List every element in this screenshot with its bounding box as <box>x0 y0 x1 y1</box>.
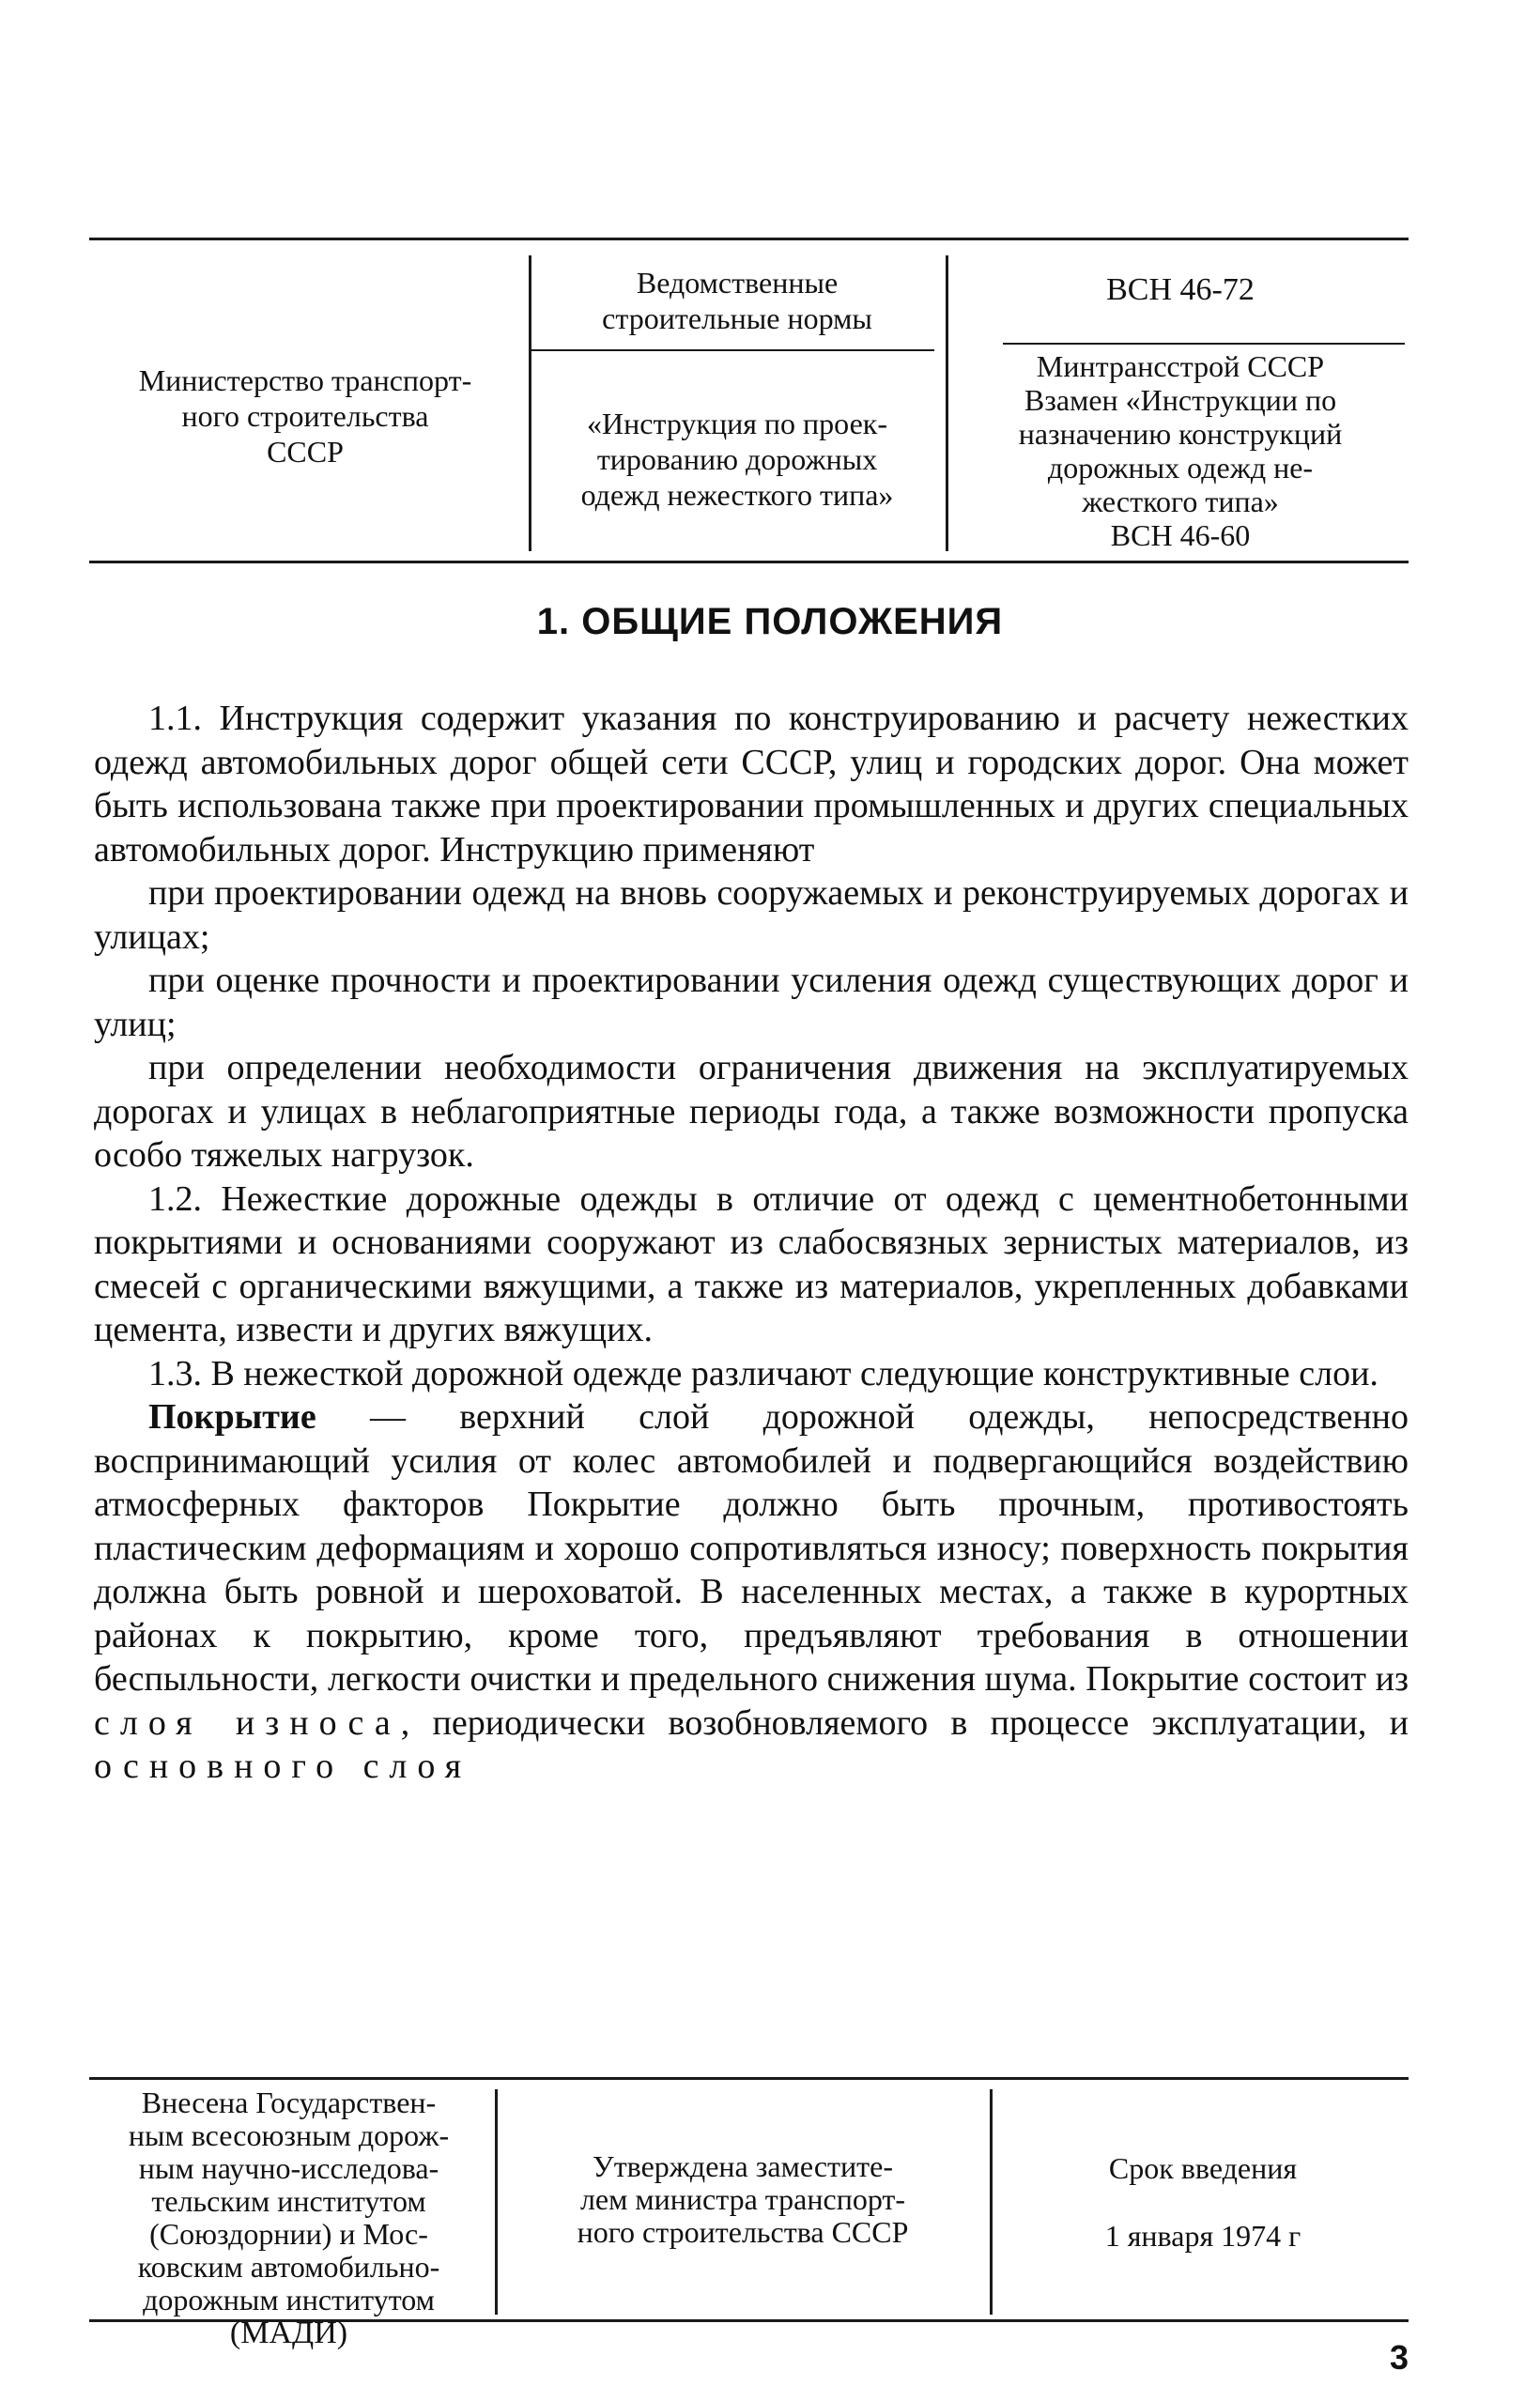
header-divider-1 <box>529 255 531 551</box>
instruction-title-line-3: одежд нежесткого типа» <box>580 478 894 512</box>
replaces-line-3: назначению конструкций <box>1018 417 1343 451</box>
paragraph-design: при проектировании одежд на вновь сооружаемых и реконструируемых дорогах и улицах; <box>94 873 1409 957</box>
footer-top-rule <box>89 2077 1409 2080</box>
submitted-by <box>89 2086 488 2349</box>
body-text <box>94 697 1409 1789</box>
paragraph-restriction: при определении необходимости ограничения движения на эксплуатируемых дорогах и улицах в неблагоприятные периоды года, а также возможности пропуска особо тяжелых нагрузок. <box>94 1048 1409 1175</box>
section-title: 1. ОБЩИЕ ПОЛОЖЕНИЯ <box>536 601 1004 642</box>
ministry-cell <box>89 362 521 469</box>
header-divider-2 <box>946 255 948 551</box>
submitted-line-2: ным всесоюзным дорож- <box>128 2118 450 2152</box>
approved-line-2: лем министра транспорт- <box>579 2182 906 2216</box>
term-pokrytie: Покрытие <box>148 1397 316 1437</box>
pokrytie-text: — верхний слой дорожной одежды, непосредственно воспринимающий усилия от колес автомобилей и подвергающийся воздействию атмосферных факторов Покрытие должно быть прочным, противостоять пластическим деформациям и хорошо сопротивляться износу; поверхность покрытия должна быть ровной и шероховатой. В населенных местах, а также в курортных районах к покрытию, кроме того, предъявляют требования в отношении беспыльности, легкости очистки и предельного снижения шума. Покрытие состоит из <box>94 1397 1409 1699</box>
submitted-line-8: (МАДИ) <box>229 2316 348 2350</box>
footer-divider-1 <box>495 2089 498 2315</box>
submitted-line-3: ным научно-исследова- <box>138 2151 439 2185</box>
submitted-line-5: (Союздорнии) и Мос- <box>149 2217 428 2251</box>
approved-by <box>502 2150 983 2249</box>
header-top-rule <box>89 238 1409 240</box>
submitted-line-7: дорожным институтом <box>143 2283 435 2316</box>
page-number: 3 <box>1389 2338 1409 2377</box>
submitted-line-1: Внесена Государствен- <box>141 2085 437 2119</box>
norms-type-cell <box>535 265 939 336</box>
paragraph-1-3: 1.3. В нежесткой дорожной одежде различают следующие конструктивные слои. <box>148 1353 1378 1393</box>
submitted-line-6: ковским автомобильно- <box>137 2250 440 2284</box>
header-middle-rule <box>531 349 934 351</box>
header-right-rule <box>1003 343 1405 345</box>
document-code: ВСН 46-72 <box>1106 272 1255 307</box>
norms-type-line-2: строительные нормы <box>602 301 872 335</box>
replaces-line-4: дорожных одежд не- <box>1047 451 1314 485</box>
term-base-layer: основного слоя <box>94 1747 472 1786</box>
replaces-cell <box>950 349 1410 552</box>
norms-type-line-1: Ведомственные <box>636 266 839 300</box>
paragraph-1-1: 1.1. Инструкция содержит указания по конструированию и расчету нежестких одежд автомобильных дорог общей сети СССР, улиц и городских дорог. Она может быть использована также при проектировании промышленных и других специальных автомобильных дорог. Инструкцию применяют <box>94 699 1409 870</box>
instruction-title-line-1: «Инструкция по проек- <box>587 407 887 440</box>
paragraph-pokrytie <box>94 1395 1409 1789</box>
approved-line-1: Утверждена заместите- <box>593 2149 893 2183</box>
replaces-line-6: ВСН 46-60 <box>1110 518 1251 552</box>
instruction-title-line-2: тированию дорожных <box>596 442 878 476</box>
term-wear-layer: слоя износа <box>94 1702 401 1743</box>
footer-divider-2 <box>990 2089 993 2315</box>
replaces-line-2: Взамен «Инструкции по <box>1024 383 1337 417</box>
header-bottom-rule <box>89 561 1409 563</box>
paragraph-assessment: при оценке прочности и проектировании усиления одежд существующих дорог и улиц; <box>94 961 1409 1044</box>
effective-label: Срок введения <box>1108 2151 1298 2185</box>
approved-line-3: ного строительства СССР <box>577 2215 909 2249</box>
ministry-line-3: СССР <box>267 435 344 469</box>
submitted-line-4: тельским институтом <box>151 2184 426 2218</box>
paragraph-1-2: 1.2. Нежесткие дорожные одежды в отличие от одежд с цементнобетонными покрытиями и основаниями сооружают из слабосвязных зернистых материалов, из смесей с органическими вяжущими, а также из материалов, укрепленных добавками цемента, извести и других вяжущих. <box>94 1178 1409 1349</box>
replaces-line-5: жесткого типа» <box>1082 485 1279 518</box>
ministry-line-2: ного строительства <box>181 399 429 433</box>
instruction-title-cell <box>535 406 939 513</box>
ministry-line-1: Министерство транспорт- <box>138 363 472 397</box>
pokrytie-text-mid: , периодически возобновляемого в процессе эксплуатации, и <box>400 1702 1409 1743</box>
effective-date: 1 января 1974 г <box>1104 2219 1301 2253</box>
replaces-line-1: Минтрансстрой СССР <box>1036 349 1325 383</box>
